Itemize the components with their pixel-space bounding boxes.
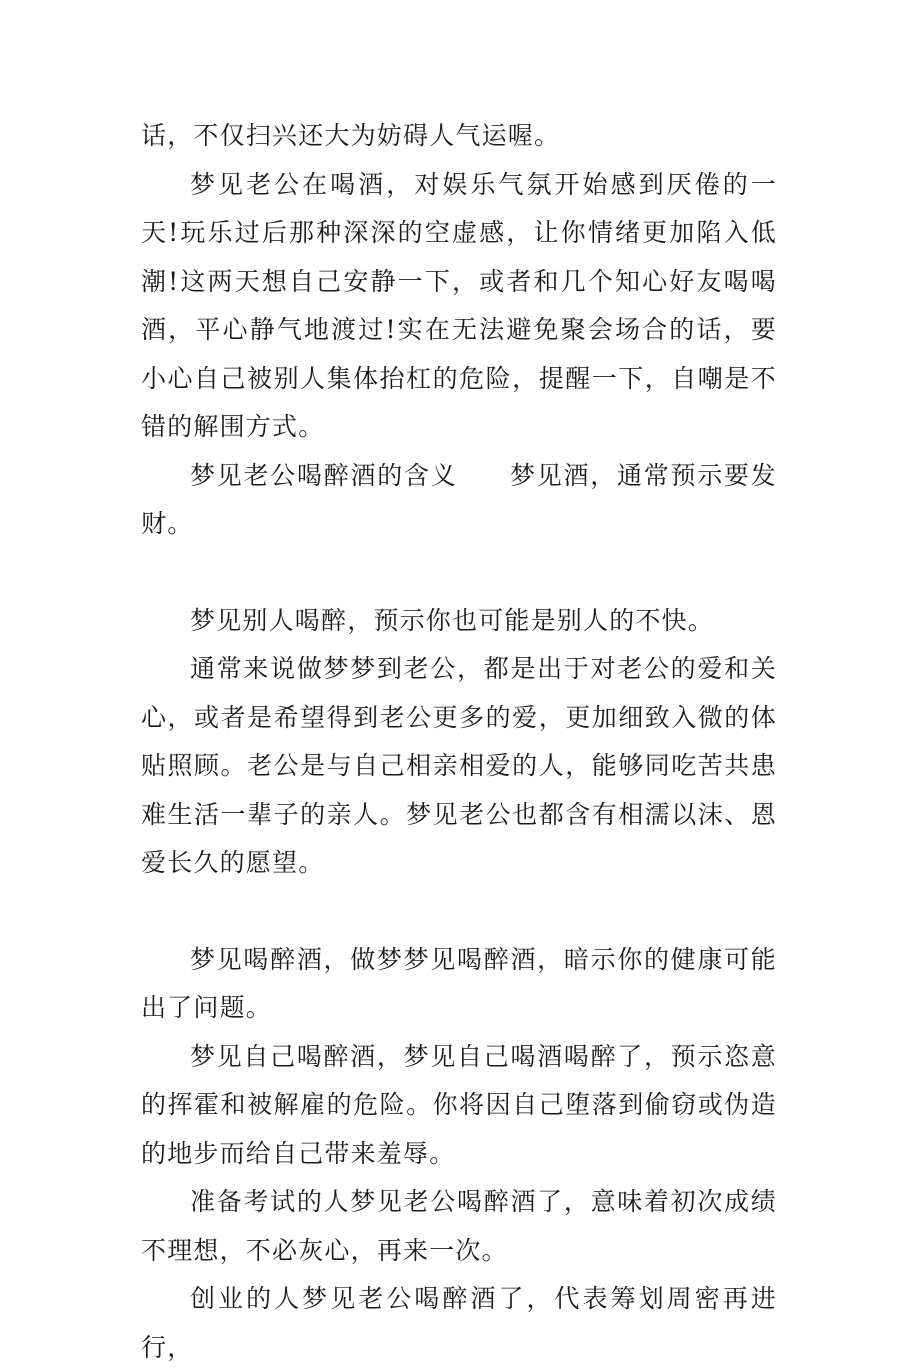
meaning-heading: 梦见老公喝醉酒的含义 — [190, 460, 458, 490]
meaning-text: 梦见酒，通常预示要发财。 — [141, 460, 777, 538]
paragraph-self-drunk: 梦见自己喝醉酒，梦见自己喝酒喝醉了，预示恣意的挥霍和被解雇的危险。你将因自己堕落到偷窃或伪造的地步而给自己带来羞辱。 — [141, 1041, 777, 1168]
paragraph-meaning — [141, 452, 777, 549]
paragraph-dream-drunk: 梦见喝醉酒，做梦梦见喝醉酒，暗示你的健康可能出了问题。 — [141, 944, 777, 1022]
paragraph-husband-drinking: 梦见老公在喝酒，对娱乐气氛开始感到厌倦的一天!玩乐过后那种深深的空虚感，让你情绪更加陷入低潮!这两天想自己安静一下，或者和几个知心好友喝喝酒，平心静气地渡过!实在无法避免聚会场合的话，要小心自己被别人集体抬杠的危险，提醒一下，自嘲是不错的解围方式。 — [141, 169, 777, 441]
paragraph-business: 创业的人梦见老公喝醉酒了，代表筹划周密再进行， — [141, 1284, 777, 1362]
article-body — [141, 112, 777, 1372]
paragraph-continuation: 话，不仅扫兴还大为妨碍人气运喔。 — [141, 121, 561, 150]
paragraph-dreaming-husband: 通常来说做梦梦到老公，都是出于对老公的爱和关心，或者是希望得到老公更多的爱，更加细致入微的体贴照顾。老公是与自己相亲相爱的人，能够同吃苦共患难生活一辈子的亲人。梦见老公也都含有相濡以沫、恩爱长久的愿望。 — [141, 654, 777, 877]
paragraph-exam: 准备考试的人梦见老公喝醉酒了，意味着初次成绩不理想，不必灰心，再来一次。 — [141, 1187, 777, 1265]
paragraph-others-drunk: 梦见别人喝醉，预示你也可能是别人的不快。 — [190, 605, 715, 635]
